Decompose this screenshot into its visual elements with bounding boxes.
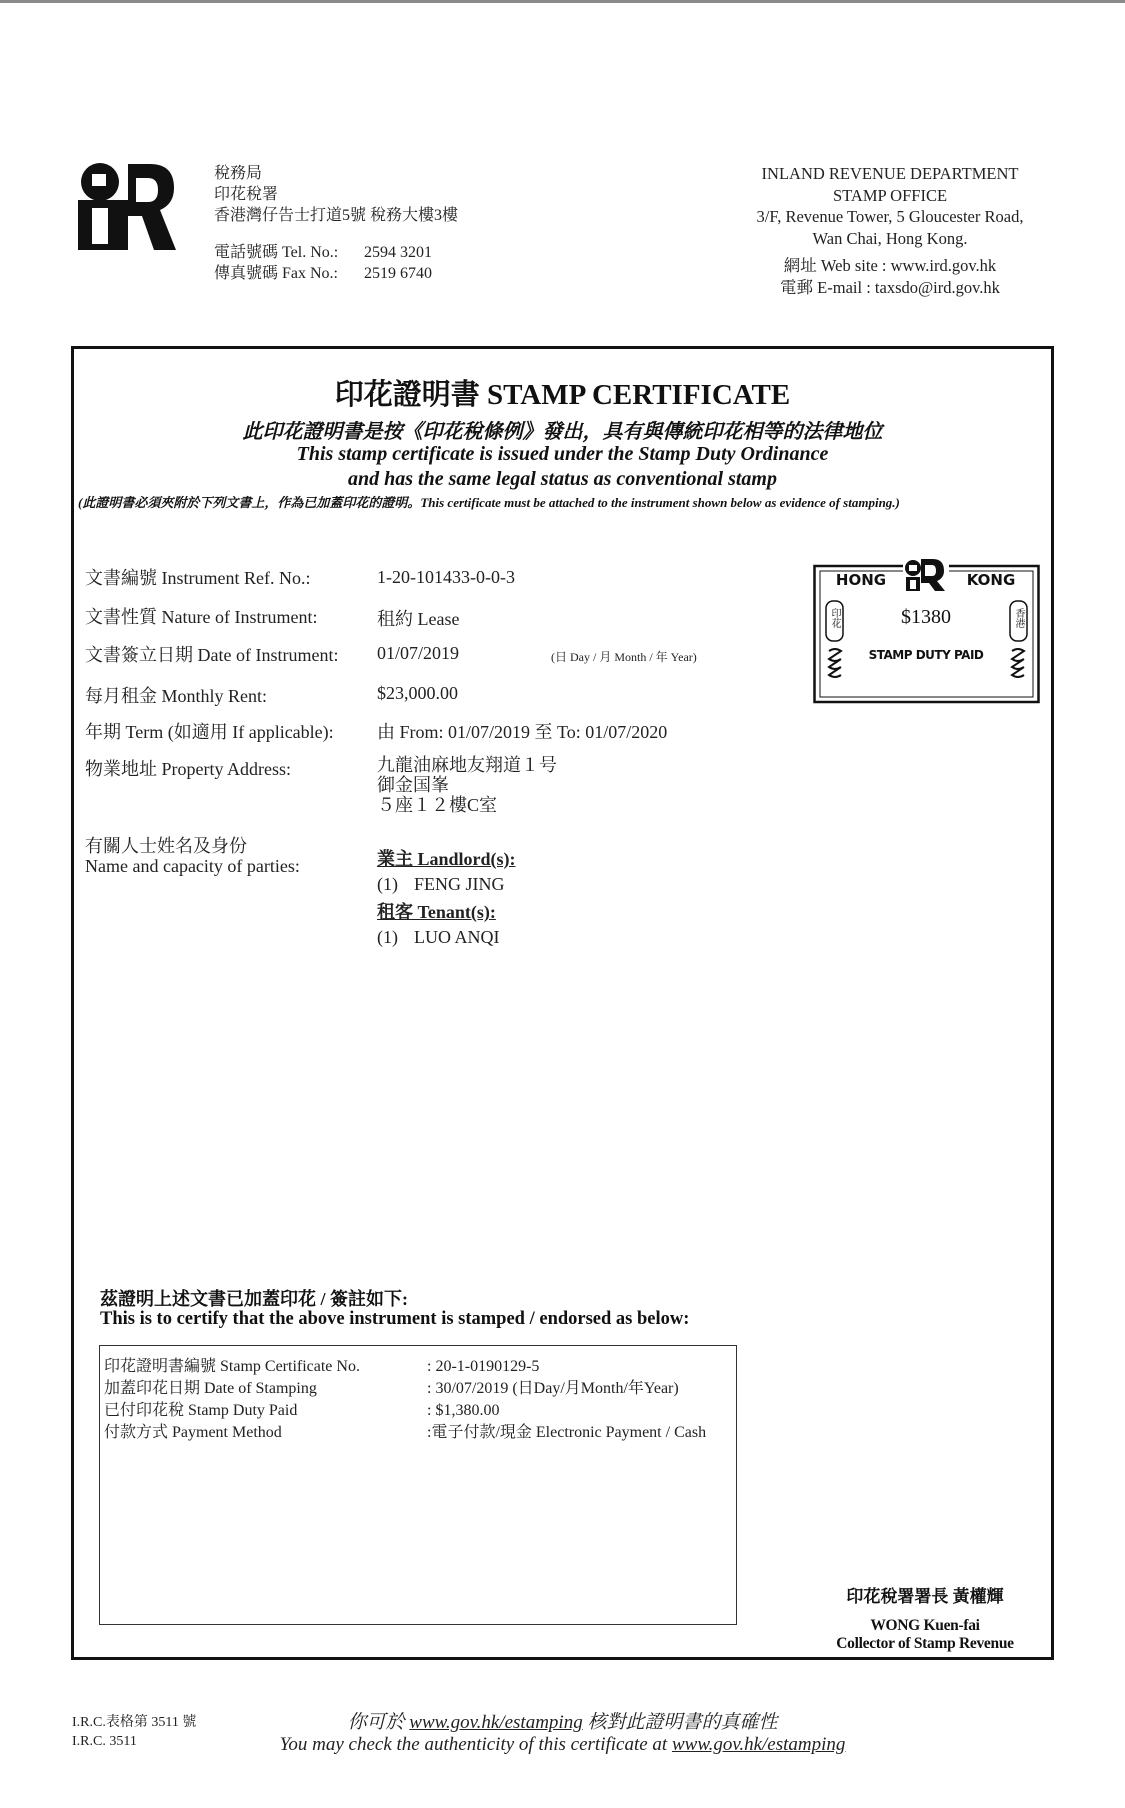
landlord-name: FENG JING [414,874,505,894]
seal-paid-text: STAMP DUTY PAID [868,648,984,662]
payment-method-value: :電子付款/現金 Electronic Payment / Cash [427,1424,707,1441]
signature-block [770,1582,1080,1653]
tel-label: 電話號碼 Tel. No.: [214,244,339,261]
header-dept-zh: 稅務局 [214,165,263,182]
header-office-zh: 印花稅署 [214,186,279,203]
ird-logo [78,160,176,250]
verify-note-zh [0,1707,1125,1734]
rent-value: $23,000.00 [377,683,458,703]
header-office-en: STAMP OFFICE [832,185,948,205]
header-left [214,163,458,284]
signatory-zh: 印花稅署署長 黃權輝 [846,1587,1004,1606]
form-number-zh: I.R.C.表格第 3511 號 [72,1715,197,1730]
ref-value: 1-20-101433-0-0-3 [377,567,515,587]
seal-hong: HONG [835,571,887,589]
parties-label-en: Name and capacity of parties: [85,856,300,876]
fax-value: 2519 6740 [364,265,432,282]
signatory-title: Collector of Stamp Revenue [836,1635,1014,1652]
duty-paid-value: : $1,380.00 [427,1402,500,1419]
certificate-title: 印花證明書 STAMP CERTIFICATE [334,379,791,411]
stamping-date-value: : 30/07/2019 (日Day/月Month/年Year) [427,1380,679,1397]
fax-label: 傳真號碼 Fax No.: [214,265,339,282]
seal-left-chop: 印花 [829,608,840,628]
header-address-en-1: 3/F, Revenue Tower, 5 Gloucester Road, [756,207,1024,226]
address-line: 御金国峯 [377,775,449,795]
duty-paid-label: 已付印花稅 Stamp Duty Paid [104,1402,298,1419]
tenant-role: 租客 Tenant(s): [377,902,496,922]
verify-text-zh-post: 核對此證明書的真確性 [582,1712,778,1733]
tel-value: 2594 3201 [364,244,432,261]
tenant-name: LUO ANQI [414,927,500,947]
header-website: 網址 Web site : www.ird.gov.hk [783,256,997,275]
address-line: 九龍油麻地友翔道１号 [377,755,557,775]
endorsement-row [104,1400,706,1422]
header-dept-en: INLAND REVENUE DEPARTMENT [761,164,1019,183]
rent-label: 每月租金 Monthly Rent: [85,686,268,706]
landlord-role: 業主 Landlord(s): [377,849,516,869]
certificate-no-label: 印花證明書編號 Stamp Certificate No. [104,1358,360,1375]
header-address-en-2: Wan Chai, Hong Kong. [812,228,968,248]
verify-link-zh[interactable]: www.gov.hk/estamping [409,1712,583,1733]
seal-amount: $1380 [901,606,951,628]
header-right [720,163,1060,298]
verify-note-en [0,1734,1125,1756]
certificate-subtitle-en-2: and has the same legal status as conventional stamp [348,468,777,490]
certify-statement-zh: 茲證明上述文書已加蓋印花 / 簽註如下: [100,1289,408,1309]
parties-label-zh: 有關人士姓名及身份 [85,836,247,856]
top-edge-line [0,0,1125,3]
signatory-name: WONG Kuen-fai [870,1617,980,1634]
certify-statement-en: This is to certify that the above instrument is stamped / endorsed as below: [100,1309,690,1329]
endorsement-row [104,1356,706,1378]
seal-right-chop: 香港 [1013,608,1024,628]
endorsement-details [104,1356,706,1444]
nature-value: 租約 Lease [377,609,460,629]
tenant-number: (1) [377,927,398,947]
parties-label [85,836,300,876]
date-value: 01/07/2019 [377,643,460,663]
tenant-entry [377,927,516,948]
endorsement-row [104,1422,706,1444]
seal-kong: KONG [966,571,1016,589]
certificate-note: (此證明書必須夾附於下列文書上，作為已加蓋印花的證明。This certificate must be attached to the instrument shown below as evidence of stamping.) [78,495,900,510]
certificate-subtitle-en-1: This stamp certificate is issued under the Stamp Duty Ordinance [296,443,829,465]
certificate-subtitle-zh: 此印花證明書是按《印花稅條例》發出，具有與傳統印花相等的法律地位 [242,421,883,443]
address-value [377,755,557,815]
term-value: 由 From: 01/07/2019 至 To: 01/07/2020 [377,722,668,742]
parties-list [377,845,516,951]
stamp-duty-seal [813,556,1040,704]
verify-link-en[interactable]: www.gov.hk/estamping [671,1734,846,1755]
ref-label: 文書編號 Instrument Ref. No.: [85,568,311,588]
landlord-entry [377,874,516,895]
verify-text-zh-pre: 你可於 [347,1712,410,1733]
nature-label: 文書性質 Nature of Instrument: [85,607,318,627]
term-label: 年期 Term (如適用 If applicable): [85,722,334,742]
payment-method-label: 付款方式 Payment Method [104,1424,282,1441]
header-email: 電郵 E-mail : taxsdo@ird.gov.hk [780,277,1000,297]
landlord-number: (1) [377,874,398,894]
stamping-date-label: 加蓋印花日期 Date of Stamping [104,1380,317,1397]
header-address-zh: 香港灣仔告士打道5號 稅務大樓3樓 [214,207,459,224]
address-line: ５座１２樓C室 [377,795,498,815]
verify-text-en-pre: You may check the authenticity of this certificate at [279,1734,672,1755]
date-unit: (日 Day / 月 Month / 年 Year) [551,650,697,664]
date-label: 文書簽立日期 Date of Instrument: [85,645,339,665]
certificate-no-value: : 20-1-0190129-5 [427,1358,540,1375]
endorsement-row [104,1378,706,1400]
address-label: 物業地址 Property Address: [85,759,291,779]
form-number-en: I.R.C. 3511 [72,1734,137,1749]
